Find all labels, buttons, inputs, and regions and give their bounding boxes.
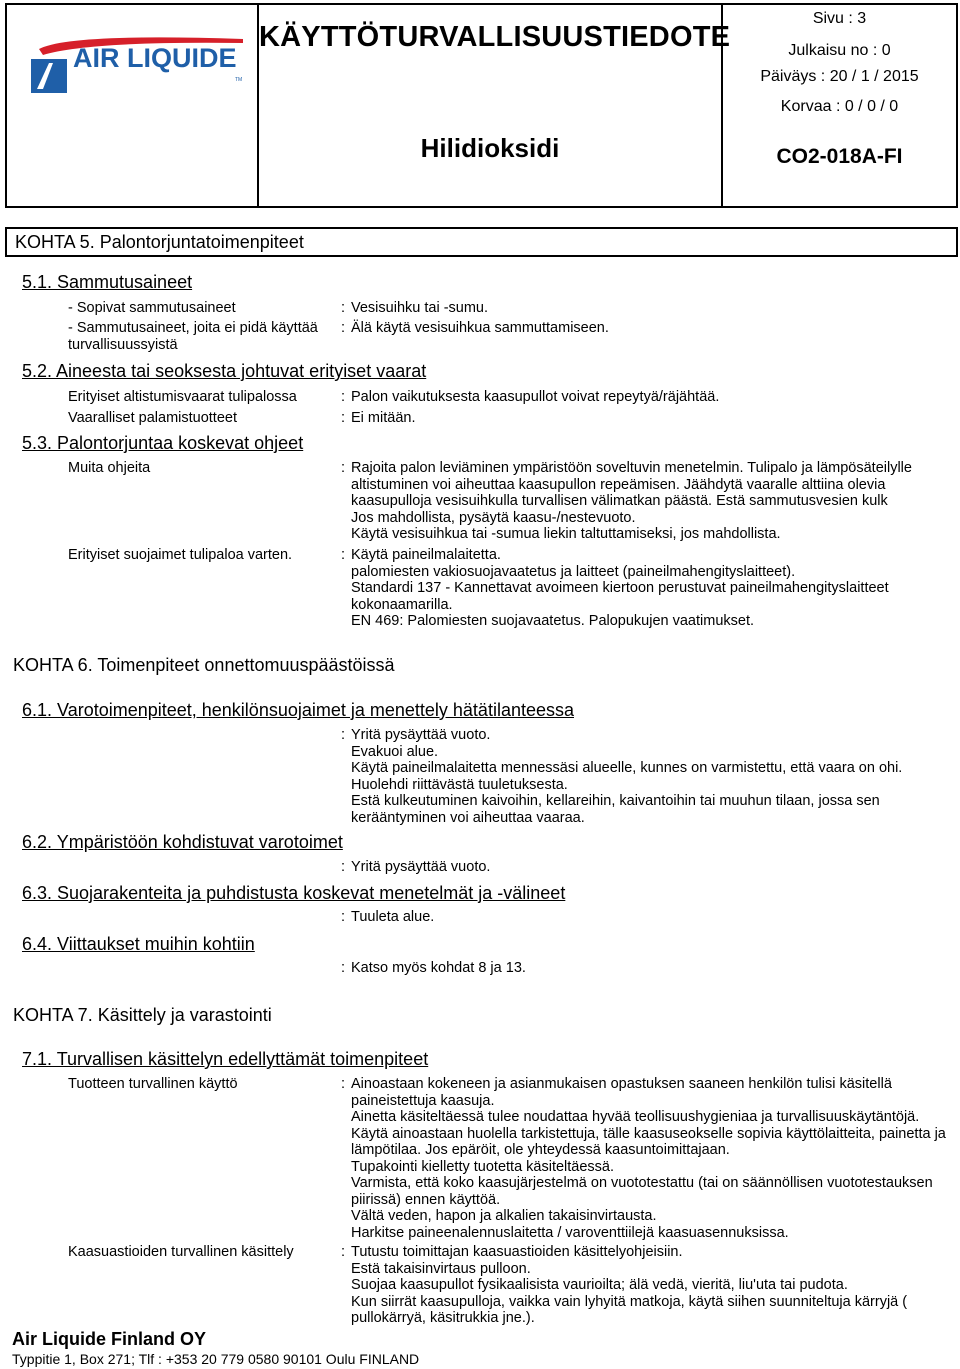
field-value: Vesisuihku tai -sumu.: [351, 300, 489, 316]
field-value-block: Ainoastaan kokeneen ja asianmukaisen opastuksen saaneen henkilön tulisi käsitellä paineistettuja kaasuja. Ainetta käsiteltäessä tulee noudattaa hyvää teollisuushygieniaa ja turvallisuuskäytäntöjä. Käytä ainoastaan huolella tarkistettuja, tälle kaasuseokselle sopivia käyttölaitteita, painetta ja lämpötilaa. Jos epäröit, ole yhteydessä kaasuntoimittajaan. Tupakointi kielletty tuotetta käsiteltäessä. Varmista, että koko kaasujärjestelmä on vuototestattu (tai on säännöllisen vuototestauksen piirissä) ennen käyttöä. Vältä veden, hapon ja alkalien takaisinvirtausta. Harkitse paineenalennuslaitetta / varoventtiilejä kaasuasennuksissa.: [351, 1076, 946, 1241]
field-label: Tuotteen turvallinen käyttö: [68, 1076, 238, 1092]
field-label: Kaasuastioiden turvallinen käsittely: [68, 1244, 294, 1260]
field-value: Katso myös kohdat 8 ja 13.: [351, 960, 526, 976]
air-liquide-logo: [29, 35, 244, 97]
field-label: - Sopivat sammutusaineet: [68, 300, 236, 316]
field-value-block: Tutustu toimittajan kaasuastioiden käsittelyohjeisiin. Estä takaisinvirtaus pulloon. Suojaa kaasupullot fysikaalisista vaurioilta; älä vedä, vieritä, liu'uta tai pudota. Kun siirrät kaasupulloja, vaikka vain lyhyitä matkoja, käytä siihen suunniteltuja kärryjä ( pullokärryä, käsitrukkia jne.).: [351, 1244, 908, 1326]
company-name: Air Liquide Finland OY: [12, 1329, 207, 1349]
document-title: KÄYTTÖTURVALLISUUSTIEDOTE: [259, 21, 731, 53]
subsection-6-1-title: 6.1. Varotoimenpiteet, henkilönsuojaimet ja menettely hätätilanteessa: [22, 700, 574, 720]
subsection-6-4-title: 6.4. Viittaukset muihin kohtiin: [22, 934, 255, 954]
replaces-date: Korvaa : 0 / 0 / 0: [780, 98, 899, 115]
page-number: Sivu : 3: [812, 10, 867, 27]
svg-text:AIR LIQUIDE: AIR LIQUIDE: [73, 43, 237, 73]
field-value-block: Rajoita palon leviäminen ympäristöön soveltuvin menetelmin. Tulipalo ja lämpösäteilylle altistuminen voi aiheuttaa kaasupullon repeämisen. Jäähdytä vaaralle alttiina olevia kaasupulloja vesisuihkulla turvallisen välimatkan päästä. Estä sammutusvesien kulk Jos mahdollista, pysäytä kaasu-/nestevuoto. Käytä vesisuihkua tai -sumua liekin taltuttamiseksi, jos mahdollista.: [351, 460, 912, 542]
product-name: Hilidioksidi: [420, 133, 560, 163]
logo-cell: [7, 5, 259, 206]
edition-number: Julkaisu no : 0: [788, 42, 891, 59]
field-value: Palon vaikutuksesta kaasupullot voivat repeytyä/räjähtää.: [351, 389, 720, 405]
info-cell: [723, 5, 956, 206]
document-code: CO2-018A-FI: [776, 145, 903, 168]
section-6-header: KOHTA 6. Toimenpiteet onnettomuuspäästöissä: [13, 655, 395, 675]
subsection-6-3-title: 6.3. Suojarakenteita ja puhdistusta koskevat menetelmät ja -välineet: [22, 883, 566, 903]
field-label: Muita ohjeita: [68, 460, 151, 476]
title-cell: [259, 5, 731, 206]
document-header: [5, 3, 958, 208]
company-address: Typpitie 1, Box 271; Tlf : +353 20 779 0580 90101 Oulu FINLAND: [12, 1351, 420, 1367]
field-value: Tuuleta alue.: [351, 909, 435, 925]
field-label-cont: turvallisuussyistä: [68, 337, 178, 353]
subsection-6-2-title: 6.2. Ympäristöön kohdistuvat varotoimet: [22, 832, 343, 852]
svg-text:TM: TM: [235, 77, 243, 83]
field-value-block: Yritä pysäyttää vuoto. Evakuoi alue. Käytä paineilmalaitetta mennessäsi alueelle, kunnes on varmistettu, että vaara on ohi. Huolehdi riittävästä tuuletuksesta. Estä kulkeutuminen kaivoihin, kellareihin, kaivantoihin tai muuhun tilaan, jossa sen kerääntyminen voi aiheuttaa vaaraa.: [351, 727, 903, 826]
subsection-7-1-title: 7.1. Turvallisen käsittelyn edellyttämät toimenpiteet: [22, 1049, 429, 1069]
field-value: Yritä pysäyttää vuoto.: [351, 859, 491, 875]
issue-date: Päiväys : 20 / 1 / 2015: [760, 68, 919, 85]
section-7-header: KOHTA 7. Käsittely ja varastointi: [13, 1005, 272, 1025]
field-value: Älä käytä vesisuihkua sammuttamiseen.: [351, 320, 609, 336]
field-value-block: Käytä paineilmalaitetta. palomiesten vakiosuojavaatetus ja laitteet (paineilmahengityslaitteet). Standardi 137 - Kannettavat avoimeen kiertoon perustuvat paineilmahengityslaitteet kokonaamarilla. EN 469: Palomiesten suojavaatetus. Palopukujen vaatimukset.: [351, 547, 889, 629]
field-label: Vaaralliset palamistuotteet: [68, 410, 237, 426]
subsection-5-2-title: 5.2. Aineesta tai seoksesta johtuvat erityiset vaarat: [22, 361, 427, 381]
subsection-5-1-title: 5.1. Sammutusaineet: [22, 272, 193, 292]
field-label: - Sammutusaineet, joita ei pidä käyttää: [68, 320, 318, 336]
subsection-5-3-title: 5.3. Palontorjuntaa koskevat ohjeet: [22, 433, 304, 453]
field-value: Ei mitään.: [351, 410, 416, 426]
field-label: Erityiset altistumisvaarat tulipalossa: [68, 389, 297, 405]
section-5-header: KOHTA 5. Palontorjuntatoimenpiteet: [5, 227, 958, 257]
field-label: Erityiset suojaimet tulipaloa varten.: [68, 547, 293, 563]
